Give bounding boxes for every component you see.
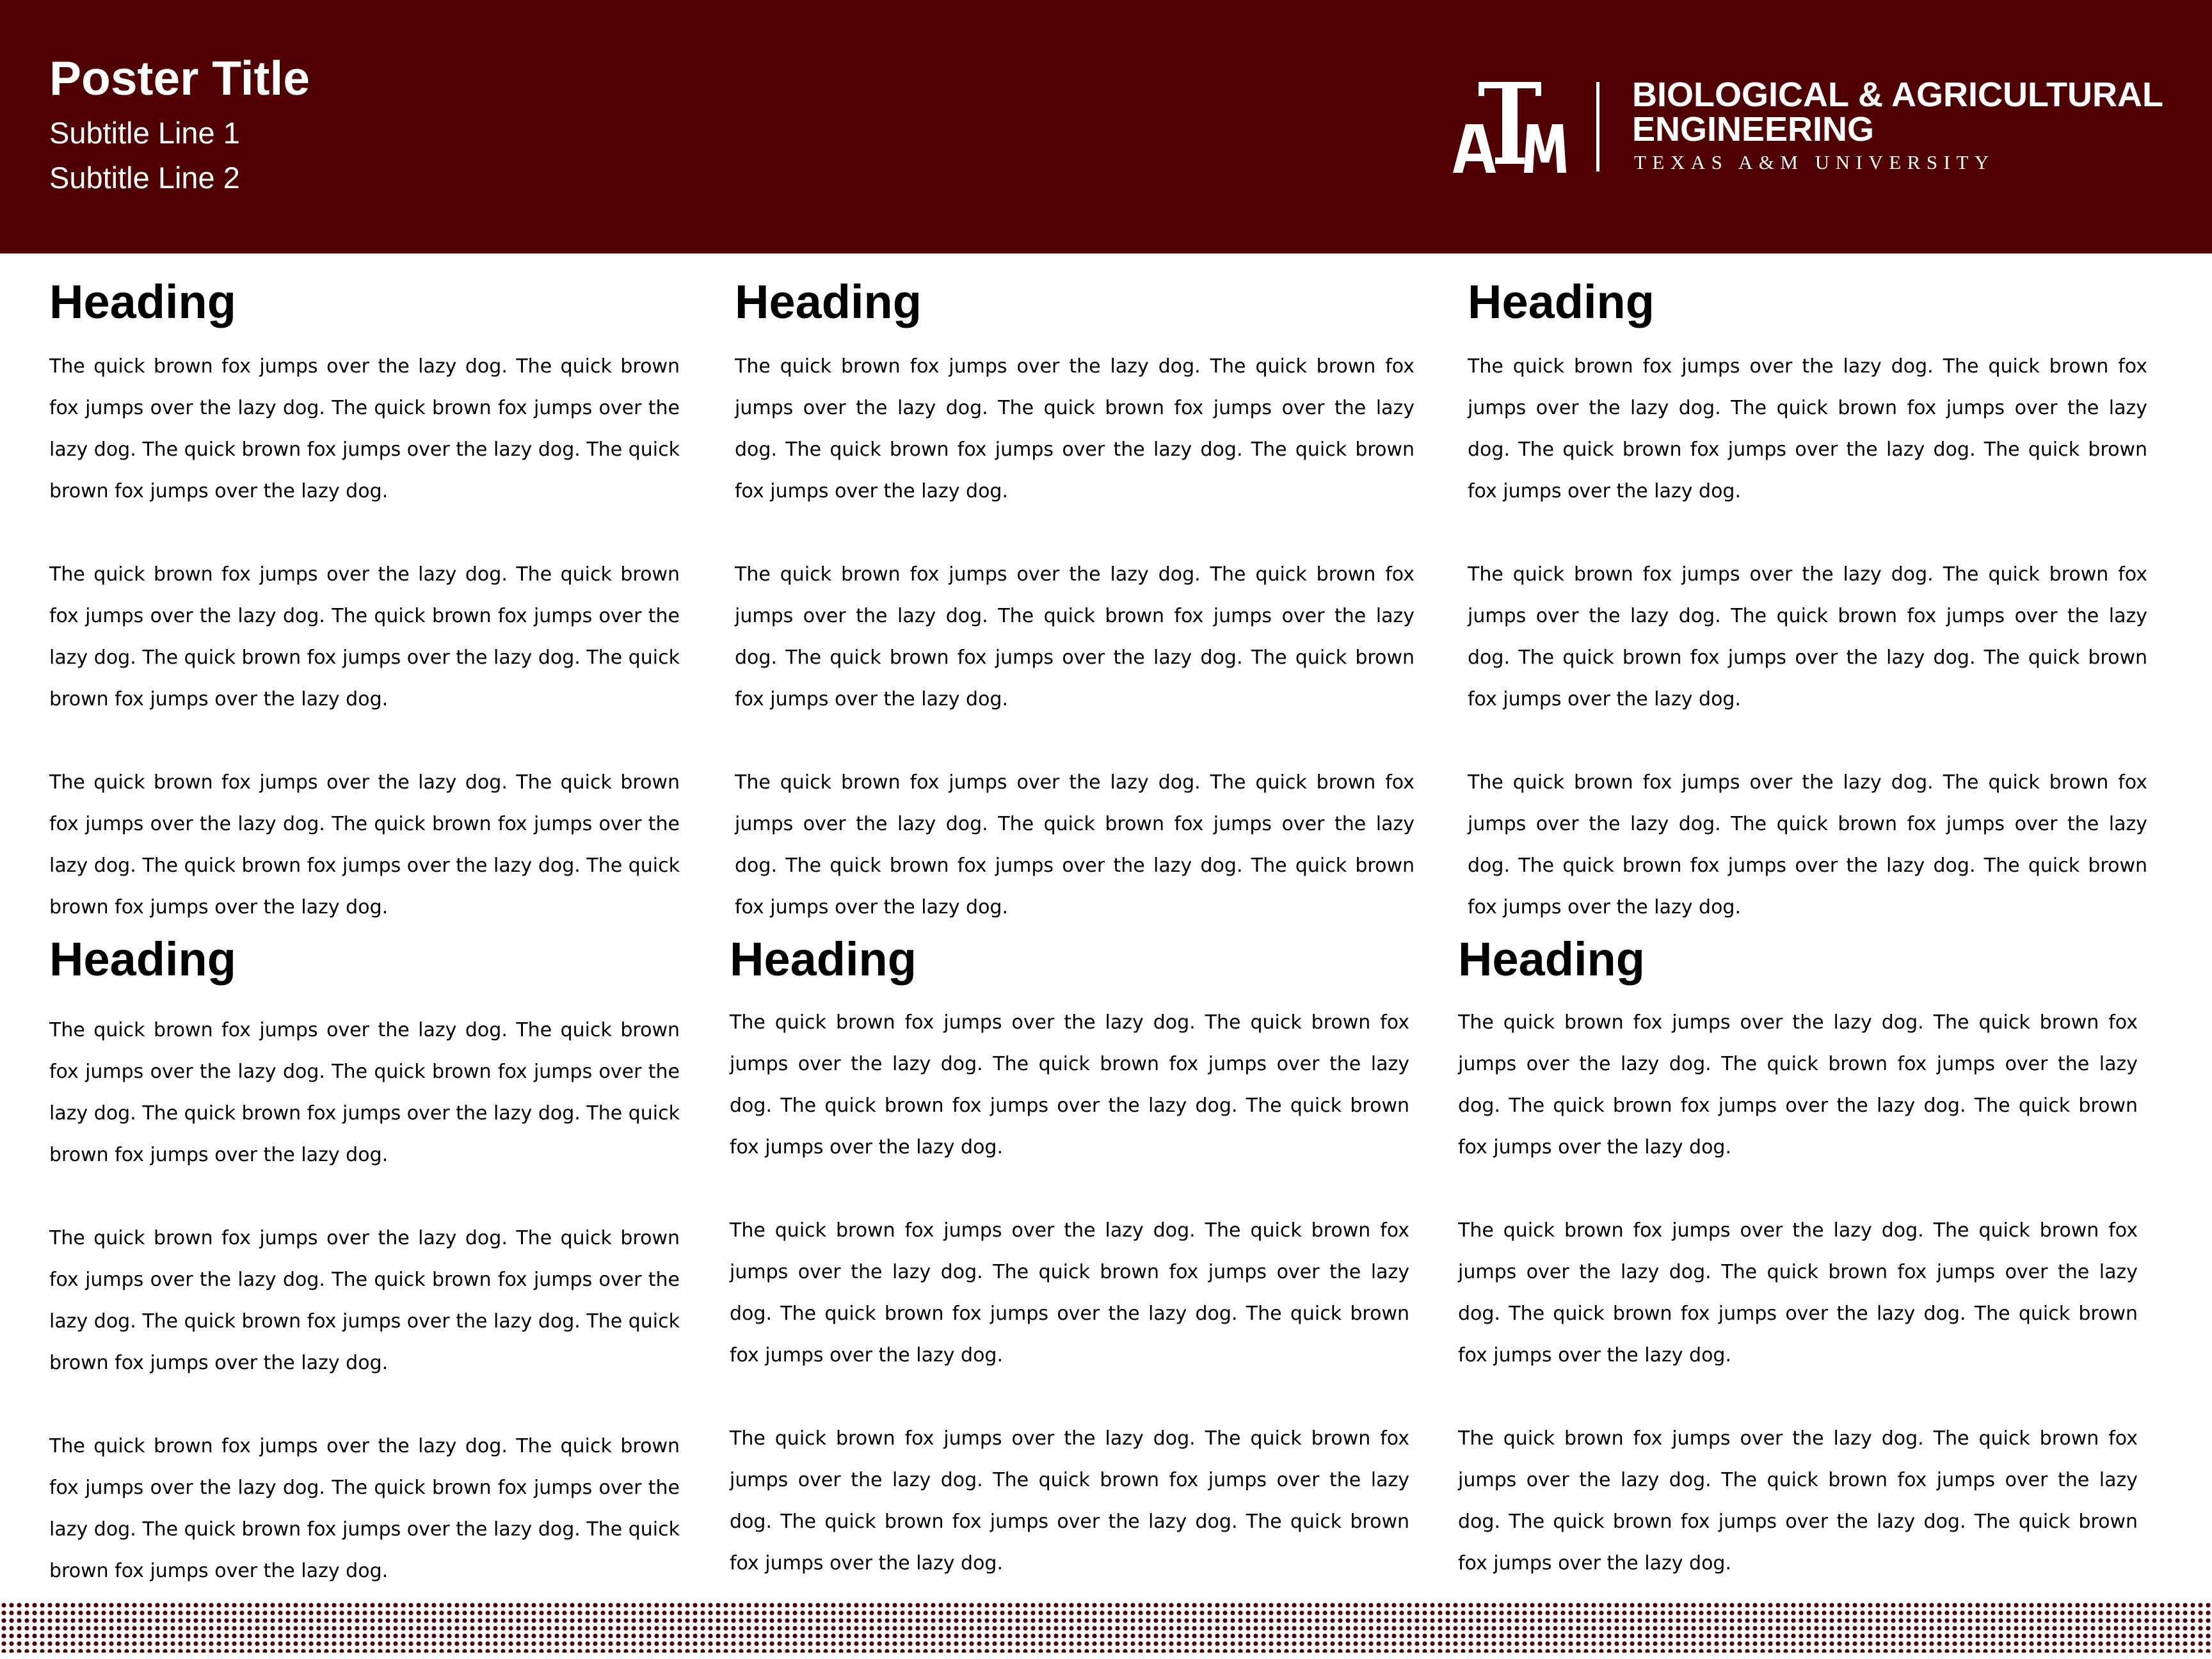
footer-dot-pattern [0, 1601, 2212, 1653]
section-3 [1468, 271, 2147, 928]
section-paragraph: The quick brown fox jumps over the lazy dog. The quick brown fox jumps over the lazy dog. The quick brown fox jumps over the lazy dog. The quick brown fox jumps over the lazy dog. The quick brown fox jumps over the lazy dog. [1458, 1219, 2138, 1366]
subtitle-line-1: Subtitle Line 1 [49, 116, 240, 150]
department-name-line-1: BIOLOGICAL & AGRICULTURAL [1632, 76, 2163, 114]
section-paragraph: The quick brown fox jumps over the lazy dog. The quick brown fox jumps over the lazy dog. The quick brown fox jumps over the lazy dog. The quick brown fox jumps over the lazy dog. The quick brown fox jumps over the lazy dog. [1468, 771, 2147, 918]
subtitle-line-2: Subtitle Line 2 [49, 161, 240, 195]
section-heading: Heading [735, 275, 922, 328]
section-paragraph: The quick brown fox jumps over the lazy dog. The quick brown fox jumps over the lazy dog. The quick brown fox jumps over the lazy dog. The quick brown fox jumps over the lazy dog. The quick brown fox jumps over the lazy dog. [1458, 1427, 2138, 1575]
department-name-line-2: ENGINEERING [1632, 110, 1875, 148]
section-paragraph: The quick brown fox jumps over the lazy dog. The quick brown fox jumps over the lazy dog. The quick brown fox jumps over the lazy dog. The quick brown fox jumps over the lazy dog. The quick brown fox jumps over the lazy dog. [49, 1435, 680, 1582]
section-paragraph: The quick brown fox jumps over the lazy dog. The quick brown fox jumps over the lazy dog. The quick brown fox jumps over the lazy dog. The quick brown fox jumps over the lazy dog. The quick brown fox jumps over the lazy dog. [49, 1227, 680, 1374]
university-name: TEXAS A&M UNIVERSITY [1634, 151, 1995, 173]
section-paragraph: The quick brown fox jumps over the lazy dog. The quick brown fox jumps over the lazy dog. The quick brown fox jumps over the lazy dog. The quick brown fox jumps over the lazy dog. The quick brown fox jumps over the lazy dog. [730, 1219, 1409, 1366]
section-6 [1458, 929, 2138, 1584]
section-2 [735, 271, 1415, 928]
poster-header [0, 0, 2212, 253]
section-heading: Heading [49, 933, 236, 986]
section-heading: Heading [49, 275, 236, 328]
section-1 [49, 271, 680, 928]
section-paragraph: The quick brown fox jumps over the lazy dog. The quick brown fox jumps over the lazy dog. The quick brown fox jumps over the lazy dog. The quick brown fox jumps over the lazy dog. The quick brown fox jumps over the lazy dog. [730, 1011, 1409, 1158]
section-paragraph: The quick brown fox jumps over the lazy dog. The quick brown fox jumps over the lazy dog. The quick brown fox jumps over the lazy dog. The quick brown fox jumps over the lazy dog. The quick brown fox jumps over the lazy dog. [49, 771, 680, 918]
section-paragraph: The quick brown fox jumps over the lazy dog. The quick brown fox jumps over the lazy dog. The quick brown fox jumps over the lazy dog. The quick brown fox jumps over the lazy dog. The quick brown fox jumps over the lazy dog. [49, 563, 680, 710]
section-paragraph: The quick brown fox jumps over the lazy dog. The quick brown fox jumps over the lazy dog. The quick brown fox jumps over the lazy dog. The quick brown fox jumps over the lazy dog. The quick brown fox jumps over the lazy dog. [735, 355, 1415, 502]
section-paragraph: The quick brown fox jumps over the lazy dog. The quick brown fox jumps over the lazy dog. The quick brown fox jumps over the lazy dog. The quick brown fox jumps over the lazy dog. The quick brown fox jumps over the lazy dog. [730, 1427, 1409, 1575]
section-paragraph: The quick brown fox jumps over the lazy dog. The quick brown fox jumps over the lazy dog. The quick brown fox jumps over the lazy dog. The quick brown fox jumps over the lazy dog. The quick brown fox jumps over the lazy dog. [49, 1019, 680, 1166]
section-paragraph: The quick brown fox jumps over the lazy dog. The quick brown fox jumps over the lazy dog. The quick brown fox jumps over the lazy dog. The quick brown fox jumps over the lazy dog. The quick brown fox jumps over the lazy dog. [735, 771, 1415, 918]
section-heading: Heading [1458, 933, 1645, 986]
section-4 [49, 929, 680, 1592]
section-heading: Heading [730, 933, 917, 986]
poster-title: Poster Title [49, 51, 310, 105]
section-paragraph: The quick brown fox jumps over the lazy dog. The quick brown fox jumps over the lazy dog. The quick brown fox jumps over the lazy dog. The quick brown fox jumps over the lazy dog. The quick brown fox jumps over the lazy dog. [735, 563, 1415, 710]
atm-logo-icon [1453, 82, 1567, 173]
logo-divider [1596, 82, 1599, 172]
section-paragraph: The quick brown fox jumps over the lazy dog. The quick brown fox jumps over the lazy dog. The quick brown fox jumps over the lazy dog. The quick brown fox jumps over the lazy dog. The quick brown fox jumps over the lazy dog. [1468, 563, 2147, 710]
section-heading: Heading [1468, 275, 1655, 328]
section-paragraph: The quick brown fox jumps over the lazy dog. The quick brown fox jumps over the lazy dog. The quick brown fox jumps over the lazy dog. The quick brown fox jumps over the lazy dog. The quick brown fox jumps over the lazy dog. [1468, 355, 2147, 502]
section-5 [730, 929, 1409, 1584]
section-paragraph: The quick brown fox jumps over the lazy dog. The quick brown fox jumps over the lazy dog. The quick brown fox jumps over the lazy dog. The quick brown fox jumps over the lazy dog. The quick brown fox jumps over the lazy dog. [49, 355, 680, 502]
section-paragraph: The quick brown fox jumps over the lazy dog. The quick brown fox jumps over the lazy dog. The quick brown fox jumps over the lazy dog. The quick brown fox jumps over the lazy dog. The quick brown fox jumps over the lazy dog. [1458, 1011, 2138, 1158]
